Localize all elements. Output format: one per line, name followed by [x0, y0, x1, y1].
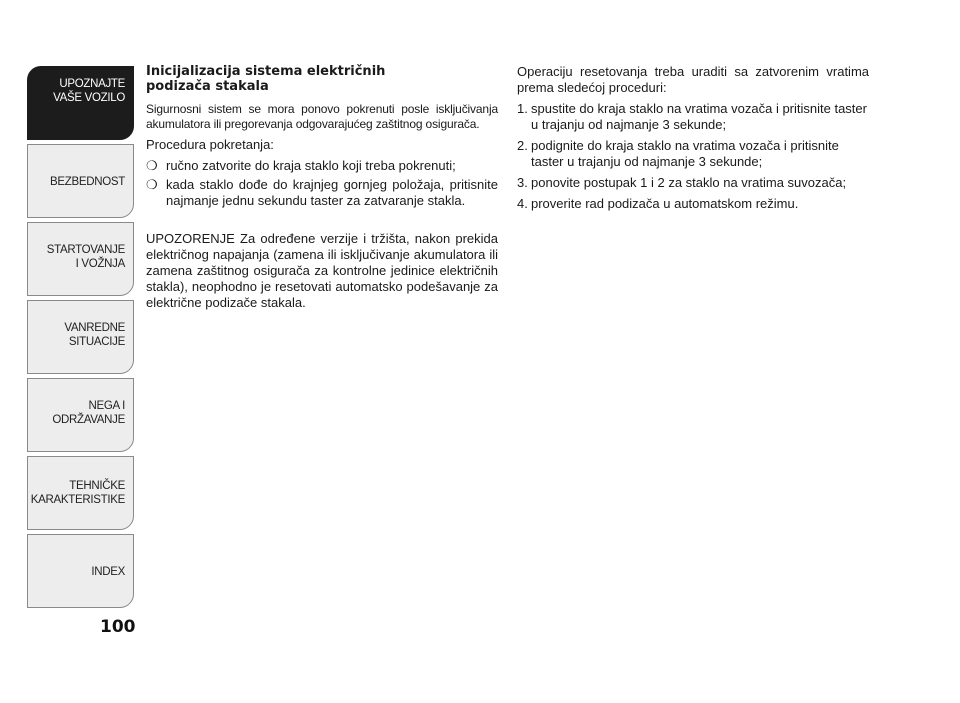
reset-intro: Operaciju resetovanja treba uraditi sa zatvorenim vratima prema sledećoj proceduri: [517, 64, 869, 95]
tab-label-line2: ODRŽAVANJE [52, 414, 125, 426]
heading-line1: Inicijalizacija sistema električnih [146, 64, 386, 79]
list-item-text: ručno zatvorite do kraja staklo koji treba pokrenuti; [166, 158, 456, 173]
tab-upoznajte-vase-vozilo[interactable] [27, 66, 134, 140]
tab-label-line2: SITUACIJE [68, 336, 125, 348]
tab-label-line1: UPOZNAJTE [59, 78, 125, 90]
list-item [517, 101, 869, 133]
step-text: ponovite postupak 1 i 2 za staklo na vratima suvozača; [531, 175, 847, 190]
tab-startovanje-i-voznja[interactable] [27, 222, 134, 296]
section-sidebar [27, 66, 134, 612]
step-number: 1. [517, 101, 528, 116]
procedure-label: Procedura pokretanja: [146, 137, 274, 152]
tab-vanredne-situacije[interactable] [27, 300, 134, 374]
step-number: 4. [517, 196, 528, 211]
circle-bullet-icon: ❍ [146, 177, 158, 192]
step-text: proverite rad podizača u automatskom režimu. [531, 196, 799, 211]
list-item-text: kada staklo dođe do krajnjeg gornjeg položaja, pritisnite najmanje jednu sekundu taster za zatvaranje stakla. [166, 177, 498, 208]
left-column [146, 64, 498, 316]
right-column [517, 64, 869, 217]
list-item [146, 177, 498, 209]
circle-bullet-icon: ❍ [146, 158, 158, 173]
step-number: 3. [517, 175, 528, 190]
intro-paragraph: Sigurnosni sistem se mora ponovo pokrenuti posle isključivanja akumulatora ili pregorevanja odgovarajućeg zaštitnog osigurača. [146, 102, 498, 131]
warning-paragraph: UPOZORENJE Za određene verzije i tržišta, nakon prekida električnog napajanja (zamena ili isključivanje akumulatora ili zamena zaštitnog osigurača za kontrolne jedinice električnih stakla), neophodno je resetovati automatsko podešavanje za električne podizače stakala. [146, 231, 498, 310]
list-item [517, 175, 869, 191]
step-text: spustite do kraja staklo na vratima vozača i pritisnite taster u trajanju od najmanje 3 sekunde; [531, 101, 867, 132]
tab-label-line1: STARTOVANJE [46, 244, 125, 256]
tab-label-line1: TEHNIČKE [69, 480, 125, 492]
tab-tehnicke-karakteristike[interactable] [27, 456, 134, 530]
tab-label-line1: VANREDNE [64, 322, 125, 334]
tab-label-line1: NEGA I [88, 400, 125, 412]
step-number: 2. [517, 138, 528, 153]
page-number: 100 [100, 617, 136, 637]
list-item [517, 196, 869, 212]
tab-label-line1: BEZBEDNOST [50, 176, 125, 188]
tab-index[interactable] [27, 534, 134, 608]
tab-label-line2: I VOŽNJA [75, 258, 125, 270]
heading-line2: podizača stakala [146, 79, 269, 94]
step-text: podignite do kraja staklo na vratima vozača i pritisnite taster u trajanju od najmanje 3 sekunde; [531, 138, 839, 169]
tab-label-line2: KARAKTERISTIKE [30, 494, 125, 506]
tab-nega-i-odrzavanje[interactable] [27, 378, 134, 452]
list-item [146, 158, 498, 174]
tab-label-line2: VAŠE VOZILO [53, 92, 125, 104]
tab-bezbednost[interactable] [27, 144, 134, 218]
section-heading [146, 64, 498, 94]
reset-steps [517, 101, 869, 212]
list-item [517, 138, 869, 170]
procedure-list [146, 158, 498, 209]
tab-label-line1: INDEX [91, 566, 125, 578]
